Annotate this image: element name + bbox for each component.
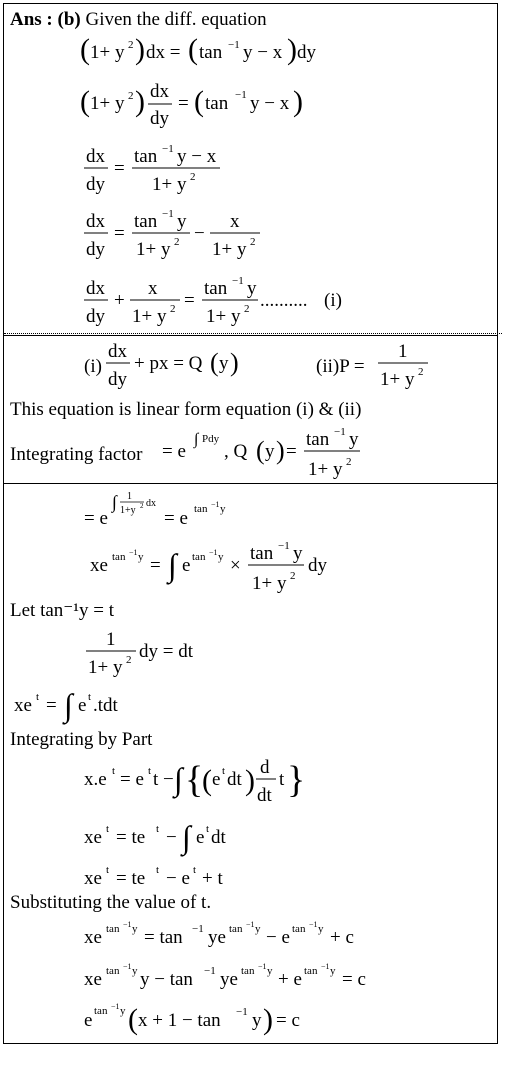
svg-text:e: e [212,769,221,790]
svg-text:): ) [293,85,303,118]
svg-text:2: 2 [244,303,250,315]
svg-text:−: − [166,827,177,848]
svg-text:tan: tan [241,965,255,977]
svg-text:t: t [206,823,210,835]
svg-text:y − x: y − x [243,42,283,63]
if-evaluation [84,486,244,532]
svg-text:= e: = e [164,508,188,529]
svg-text:−1: −1 [129,548,138,557]
svg-text:t: t [112,765,116,777]
svg-text:Pdy: Pdy [202,433,220,445]
svg-text:−1: −1 [334,426,346,438]
svg-text:−1: −1 [111,1002,120,1011]
equation-fraction [84,143,244,199]
svg-text:y − tan: y − tan [140,969,193,990]
svg-text:y: y [267,965,273,977]
svg-text:tan: tan [112,551,126,563]
svg-text:): ) [263,1003,273,1036]
svg-text:(: ( [80,85,90,118]
substitution-differential [84,626,214,682]
svg-text:+ t: + t [202,868,223,889]
svg-text:dt: dt [227,769,242,790]
svg-text:−1: −1 [235,89,247,101]
svg-text:−1: −1 [162,208,174,220]
svg-text:t: t [156,823,160,835]
svg-text:y: y [132,923,138,935]
svg-text:−1: −1 [278,540,290,552]
svg-text:dy: dy [86,239,105,260]
svg-text:y: y [293,543,303,564]
svg-text:x.e: x.e [84,769,107,790]
integrating-factor-equation [162,424,372,482]
svg-text:= te: = te [116,868,146,889]
svg-text:tan: tan [94,1005,108,1017]
svg-text:dx: dx [86,146,105,167]
svg-text:1+ y: 1+ y [152,174,187,195]
svg-text:x + 1 − tan: x + 1 − tan [138,1010,221,1031]
svg-text:2: 2 [418,366,424,378]
svg-text:2: 2 [190,171,196,183]
svg-text:∫: ∫ [168,547,177,583]
svg-text:+: + [114,290,125,311]
equation-rearranged [80,78,320,130]
svg-text:{: { [185,759,204,801]
svg-text:y: y [218,551,224,563]
svg-text:y: y [132,965,138,977]
svg-text:xe: xe [84,868,102,889]
svg-text:1+ y: 1+ y [88,657,123,678]
svg-text:t: t [222,765,226,777]
svg-text:−1: −1 [209,548,218,557]
svg-text:1+ y: 1+ y [132,306,167,327]
svg-text:−1: −1 [258,962,267,971]
svg-text:=: = [114,223,125,244]
svg-text:(: ( [194,85,204,118]
svg-text:d: d [260,757,270,778]
svg-text:ye: ye [208,927,226,948]
svg-text:.tdt: .tdt [93,695,118,716]
svg-text:t −: t − [153,769,174,790]
svg-text:xe: xe [14,695,32,716]
svg-text:=: = [178,93,189,114]
svg-text:t: t [148,765,152,777]
svg-text:tan: tan [205,93,229,114]
svg-text:−1: −1 [232,275,244,287]
svg-text:2: 2 [128,39,134,51]
svg-text:−1: −1 [309,920,318,929]
svg-text:(i): (i) [324,290,342,311]
svg-text:dx: dx [86,211,105,232]
svg-text:y: y [138,551,144,563]
svg-text:1: 1 [398,341,408,362]
svg-text:−: − [194,223,205,244]
svg-text:dx: dx [146,498,156,509]
linear-form-note: This equation is linear form equation (i) & (ii) [10,399,362,420]
svg-text:tan: tan [250,543,274,564]
answer-label: Ans : (b) [10,9,81,30]
svg-text:+ c: + c [330,927,354,948]
svg-text:dy: dy [86,306,105,327]
svg-text:tan: tan [292,923,306,935]
svg-text:×: × [230,555,241,576]
svg-text:+ e: + e [278,969,302,990]
svg-text:∫: ∫ [194,431,199,448]
svg-text:y: y [318,923,324,935]
svg-text:tan: tan [306,429,330,450]
svg-text:dy: dy [150,108,169,129]
svg-text:dx: dx [108,341,127,362]
equation-original [80,33,340,68]
svg-text:tan: tan [304,965,318,977]
by-parts-label: Integrating by Part [10,729,153,750]
svg-text:dy: dy [308,555,327,576]
svg-text:x: x [230,211,240,232]
intro-text: Given the diff. equation [85,9,267,30]
svg-text:ye: ye [220,969,238,990]
svg-text:e: e [196,827,205,848]
svg-text:dx =: dx = [146,42,181,63]
svg-text:−1: −1 [192,923,204,935]
svg-text:y: y [265,441,275,462]
svg-text:y: y [247,278,257,299]
equation-linear-form [84,275,354,331]
svg-text:tan: tan [194,503,208,515]
svg-text:1+ y: 1+ y [90,42,125,63]
svg-text:y − x: y − x [177,146,217,167]
answer-heading [10,9,267,31]
svg-text:1+ y: 1+ y [206,306,241,327]
svg-text:= c: = c [276,1010,300,1031]
svg-text:e: e [84,1010,93,1031]
svg-text:}: } [287,759,306,801]
svg-text:tan: tan [134,146,158,167]
svg-text:1+ y: 1+ y [90,93,125,114]
svg-text:xe: xe [84,827,102,848]
svg-text:−1: −1 [123,962,132,971]
svg-text:∫: ∫ [64,687,73,723]
svg-text:1+ y: 1+ y [212,239,247,260]
svg-text:1: 1 [106,629,116,650]
svg-text:2: 2 [250,236,256,248]
final-step-1 [84,920,384,952]
svg-text:tan: tan [192,551,206,563]
svg-text:): ) [230,348,239,377]
svg-text:−1: −1 [246,920,255,929]
svg-text:∫: ∫ [174,761,183,797]
svg-text:=: = [114,158,125,179]
svg-text:= c: = c [342,969,366,990]
svg-text:= tan: = tan [144,927,183,948]
svg-text:dy: dy [86,174,105,195]
svg-text:y: y [177,211,187,232]
svg-text:t: t [106,823,110,835]
svg-text:1+ y: 1+ y [308,459,343,480]
svg-text:tan: tan [106,923,120,935]
svg-text:−1: −1 [162,143,174,155]
svg-text:2: 2 [126,654,132,666]
svg-text:1+ y: 1+ y [136,239,171,260]
substitution-let: Let tan⁻¹y = t [10,600,114,621]
svg-text:(: ( [202,764,212,797]
svg-text:dx: dx [150,81,169,102]
svg-text:dy: dy [297,42,316,63]
svg-text:∫: ∫ [112,492,117,512]
svg-text:1+y: 1+y [120,505,136,516]
svg-text:): ) [245,764,255,797]
svg-text:2: 2 [170,303,176,315]
final-step-2 [84,962,384,994]
standard-form-equation [106,340,256,392]
svg-text:= e: = e [162,441,186,462]
svg-text:= e: = e [84,508,108,529]
equation-split [84,208,284,264]
svg-text:t: t [156,864,160,876]
final-answer [84,1002,324,1038]
svg-text:): ) [276,436,285,465]
svg-text:tan: tan [134,211,158,232]
by-parts-step-2 [84,818,234,856]
svg-text:y − x: y − x [250,93,290,114]
svg-text:1+ y: 1+ y [380,369,415,390]
svg-text:t: t [36,691,40,703]
svg-text:t: t [88,691,92,703]
solution-integral [90,538,350,598]
svg-text:=: = [286,441,297,462]
svg-text:..........: .......... [260,290,308,311]
svg-text:2: 2 [140,502,144,510]
svg-text:dt: dt [211,827,226,848]
substituting-label: Substituting the value of t. [10,892,212,913]
svg-text:): ) [287,33,297,66]
svg-text:dy: dy [108,369,127,390]
svg-text:xe: xe [84,969,102,990]
svg-text:(: ( [188,33,198,66]
svg-text:−1: −1 [123,920,132,929]
svg-text:−1: −1 [228,39,240,51]
svg-text:=: = [150,555,161,576]
svg-text:dy = dt: dy = dt [139,641,193,662]
svg-text:, Q: , Q [224,441,248,462]
svg-text:1+ y: 1+ y [252,573,287,594]
svg-text:y: y [219,353,229,374]
svg-text:2: 2 [290,570,296,582]
svg-text:− e: − e [266,927,290,948]
svg-text:y: y [120,1005,126,1017]
if-label: Integrating factor [10,444,143,465]
svg-text:= e: = e [120,769,144,790]
svg-text:t: t [279,769,285,790]
svg-text:y: y [349,429,359,450]
p-value-fraction [376,340,436,392]
svg-text:tan: tan [106,965,120,977]
svg-text:): ) [135,33,145,66]
svg-text:xe: xe [90,555,108,576]
svg-text:(: ( [80,33,90,66]
svg-text:(: ( [256,436,265,465]
svg-text:=: = [46,695,57,716]
svg-text:1: 1 [127,491,132,502]
svg-text:e: e [78,695,87,716]
svg-text:xe: xe [84,927,102,948]
svg-text:tan: tan [229,923,243,935]
svg-text:−1: −1 [204,965,216,977]
svg-text:= te: = te [116,827,146,848]
by-parts-step-3 [84,862,234,892]
svg-text:−1: −1 [211,500,220,509]
svg-text:t: t [193,864,197,876]
by-parts-step-1 [84,754,314,812]
svg-text:y: y [220,503,226,515]
substituted-integral [14,686,134,726]
svg-text:=: = [184,290,195,311]
svg-text:2: 2 [346,456,352,468]
standard-form-label-i: (i) [84,356,102,377]
svg-text:): ) [135,85,145,118]
dotted-separator [4,333,502,334]
svg-text:tan: tan [199,42,223,63]
standard-form-label-ii: (ii)P = [316,356,365,377]
svg-text:y: y [330,965,336,977]
svg-text:dx: dx [86,278,105,299]
svg-text:y: y [252,1010,262,1031]
svg-text:e: e [182,555,191,576]
svg-text:(: ( [210,348,219,377]
svg-text:t: t [106,864,110,876]
svg-text:tan: tan [204,278,228,299]
svg-text:2: 2 [128,90,134,102]
svg-text:(: ( [128,1003,138,1036]
svg-text:−1: −1 [321,962,330,971]
svg-text:y: y [255,923,261,935]
svg-text:+ px = Q: + px = Q [134,353,203,374]
svg-text:dt: dt [257,785,272,806]
svg-text:− e: − e [166,868,190,889]
svg-text:2: 2 [174,236,180,248]
svg-text:∫: ∫ [182,819,191,855]
svg-text:x: x [148,278,158,299]
svg-text:−1: −1 [236,1006,248,1018]
